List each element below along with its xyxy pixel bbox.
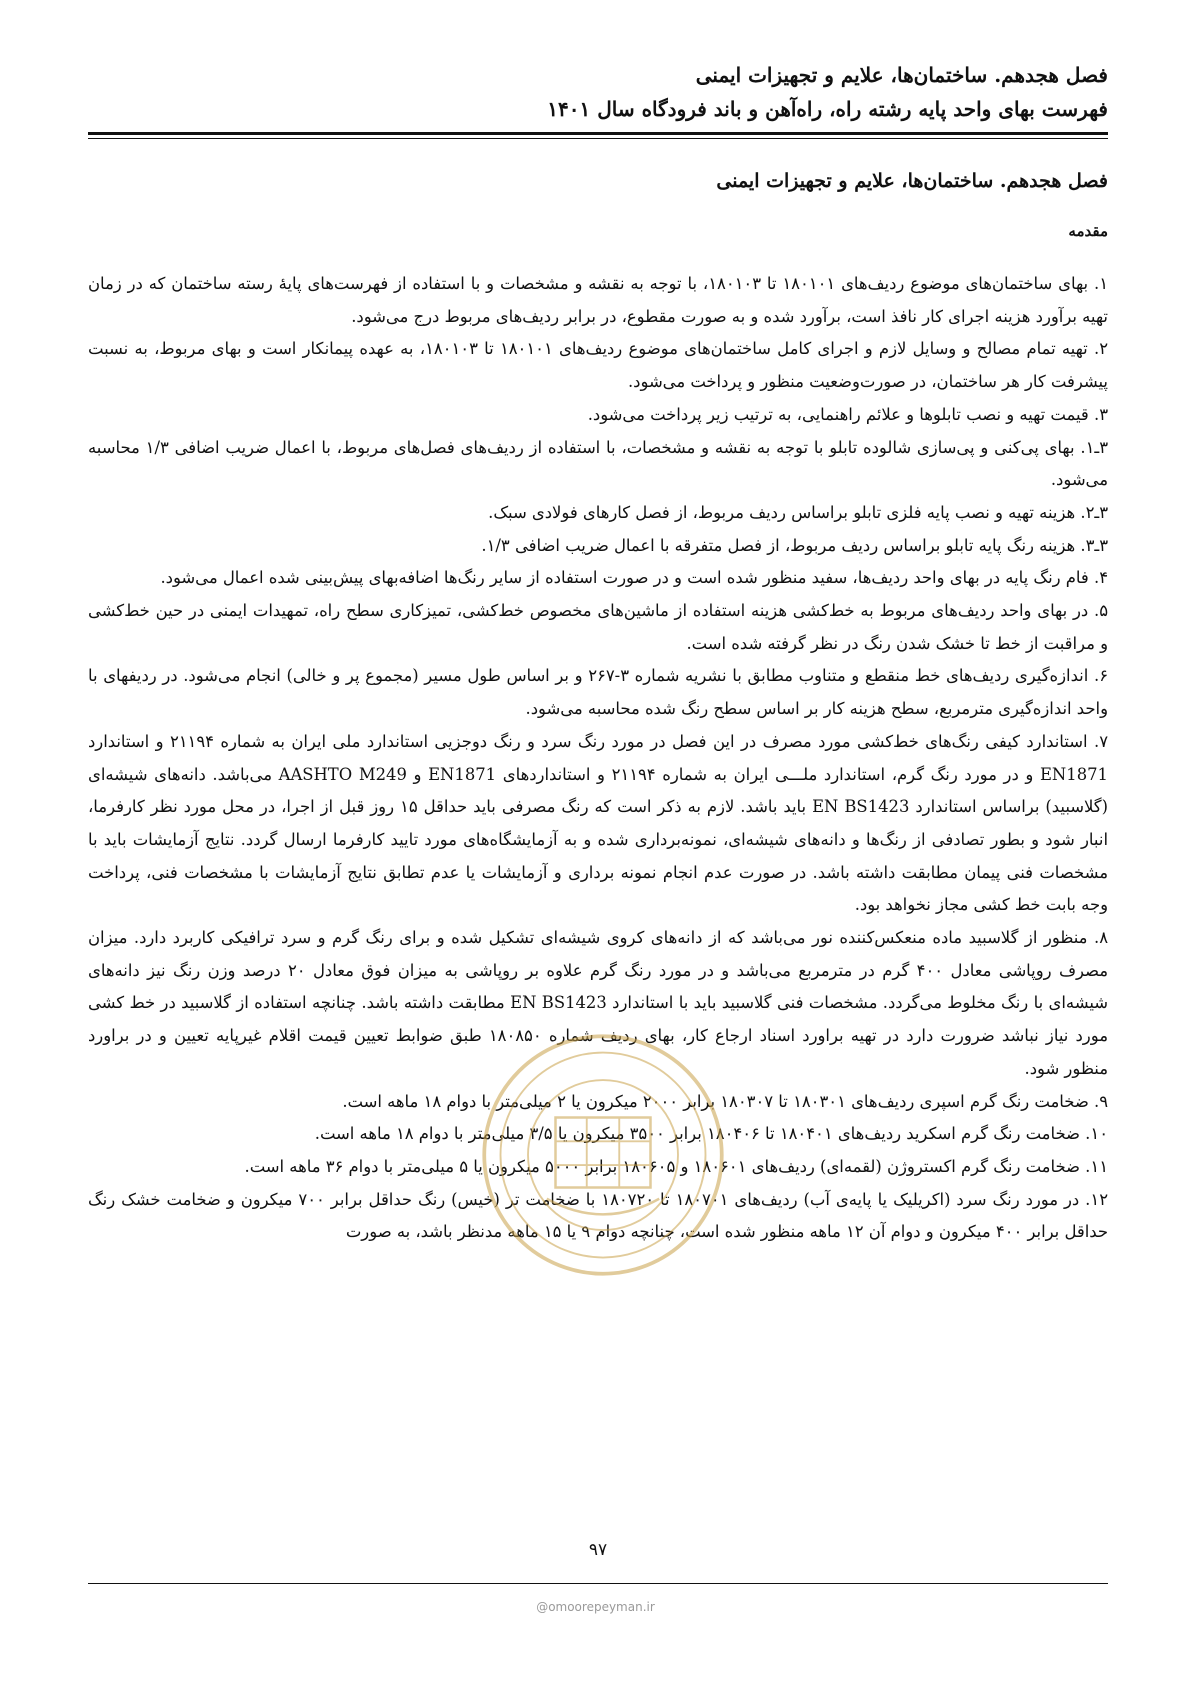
paragraph-2: ۲. تهیه تمام مصالح و وسایل لازم و اجرای کامل ساختمان‌های موضوع ردیف‌های ۱۸۰۱۰۱ تا ۱۸۰۱۰۳، به عهده پیمانکار است و بهای مربوط، به نسبت پیشرفت کار هر ساختمان، در صورت‌وضعیت منظور و پرداخت می‌شود. [88, 339, 1108, 392]
paragraph-7: ۷. استاندارد کیفی رنگ‌های خط‌کشی مورد مصرف در این فصل در مورد رنگ سرد و رنگ دوجزیی استاندارد ملی ایران به شماره ۲۱۱۹۴ و استاندارد EN1871 و در مورد رنگ گرم، استاندارد ملـــی ایران به شماره ۲۱۱۹۴ و استانداردهای EN1871 و AASHTO M249 می‌باشد. دانه‌های شیشه‌ای (گلاسبید) براساس استاندارد EN BS1423 باید باشد. لازم به ذکر است که رنگ مصرفی باید حداقل ۱۵ روز قبل از اجرا، در محل مورد نظر کارفرما، انبار شود و بطور تصادفی از رنگ‌ها و دانه‌های شیشه‌ای، نمونه‌برداری شده و به آزمایشگاه‌های مورد تایید کارفرما ارسال گردد. نتایج آزمایشات باید با مشخصات فنی پیمان مطابقت داشته باشد. در صورت عدم انجام نمونه برداری و آزمایشات یا عدم تطابق نتایج آزمایشات با مشخصات فنی، پرداخت وجه بابت خط کشی مجاز نخواهد بود. [88, 731, 1108, 915]
paragraph-6: ۶. اندازه‌گیری ردیف‌های خط منقطع و متناوب مطابق با نشریه شماره ۳-۲۶۷ و بر اساس طول مسیر (مجموع پر و خالی) انجام می‌شود. در ردیفهای با واحد اندازه‌گیری مترمربع، سطح هزینه کار بر اساس سطح رنگ شده محاسبه می‌شود. [88, 666, 1108, 719]
paragraph-3: ۳. قیمت تهیه و نصب تابلوها و علائم راهنمایی، به ترتیب زیر پرداخت می‌شود. [587, 404, 1108, 424]
paragraph-8: ۸. منظور از گلاسبید ماده منعکس‌کننده نور می‌باشد که از دانه‌های کروی شیشه‌ای تشکیل شده و برای رنگ گرم و سرد ترافیکی کاربرد دارد. میزان مصرف روپاشی معادل ۴۰۰ گرم در مترمربع می‌باشد و در مورد رنگ گرم علاوه بر روپاشی به میزان فوق معادل ۲۰ درصد وزن رنگ نیز دانه‌های شیشه‌ای با رنگ مخلوط می‌گردد. مشخصات فنی گلاسبید باید با استاندارد EN BS1423 مطابقت داشته باشد. چنانچه استفاده از گلاسبید در خط کشی مورد نیاز نباشد ضرورت دارد در تهیه براورد اسناد ارجاع کار، بهای ردیف شماره ۱۸۰۸۵۰ طبق ضوابط تعیین قیمت اقلام غیرپایه تعیین و در براورد منظور شود. [88, 928, 1109, 1078]
paragraph-4: ۴. فام رنگ پایه در بهای واحد ردیف‌ها، سفید منظور شده است و در صورت استفاده از سایر رنگ‌ها اضافه‌بهای پیش‌بینی شده اعمال می‌شود. [160, 568, 1108, 588]
document-page [88, 0, 1108, 1684]
paragraph-1: ۱. بهای ساختمان‌های موضوع ردیف‌های ۱۸۰۱۰۱ تا ۱۸۰۱۰۳، با توجه به نقشه و مشخصات و با استفاده از فهرست‌های پایهٔ رسته ساختمان که در زمان تهیه برآورد هزینه اجرای کار نافذ است، برآورد شده و به صورت مقطوع، در برابر ردیف‌های مربوط درج می‌شود. [88, 274, 1108, 326]
paragraph-3-3: ۳ـ۳. هزینه رنگ پایه تابلو براساس ردیف مربوط، از فصل متفرقه با اعمال ضریب اضافی ۱/۳. [481, 535, 1108, 555]
running-header-subtitle: فهرست بهای واحد پایه رشته راه، راه‌آهن و باند فرودگاه سال ۱۴۰۱ [547, 97, 1108, 121]
page-number: ۹۷ [588, 1540, 608, 1560]
paragraph-10: ۱۰. ضخامت رنگ گرم اسکرید ردیف‌های ۱۸۰۴۰۱ تا ۱۸۰۴۰۶ برابر ۳۵۰۰ میکرون یا ۳/۵ میلی‌متر با دوام ۱۸ ماهه است. [314, 1124, 1108, 1144]
chapter-title: فصل هجدهم. ساختمان‌ها، علایم و تجهیزات ایمنی [716, 170, 1108, 192]
header-rule-thin [88, 138, 1108, 139]
paragraph-9: ۹. ضخامت رنگ گرم اسپری ردیف‌های ۱۸۰۳۰۱ تا ۱۸۰۳۰۷ برابر ۲۰۰۰ میکرون یا ۲ میلی‌متر با دوام ۱۸ ماهه است. [342, 1091, 1108, 1111]
running-header [88, 58, 1108, 126]
paragraph-11: ۱۱. ضخامت رنگ گرم اکستروژن (لقمه‌ای) ردیف‌های ۱۸۰۶۰۱ و ۱۸۰۶۰۵ برابر ۵۰۰۰ میکرون یا ۵ میلی‌متر با دوام ۳۶ ماهه است. [244, 1156, 1108, 1176]
watermark-url: @omoorepeyman.ir [536, 1600, 655, 1614]
header-rule-thick [88, 132, 1108, 135]
watermark-seal-icon [478, 1030, 728, 1280]
running-header-title: فصل هجدهم. ساختمان‌ها، علایم و تجهیزات ایمنی [695, 63, 1108, 87]
paragraph-12: ۱۲. در مورد رنگ سرد (اکریلیک یا پایه‌ی آب) ردیف‌های ۱۸۰۷۰۱ تا ۱۸۰۷۲۰ با ضخامت تر (خیس) رنگ حداقل برابر ۷۰۰ میکرون و ضخامت خشک رنگ حداقل برابر ۴۰۰ میکرون و دوام آن ۱۲ ماهه منظور شده است، چنانچه دوام ۹ یا ۱۵ ماهه مدنظر باشد، به صورت [88, 1189, 1108, 1242]
intro-heading: مقدمه [1068, 222, 1108, 240]
paragraph-3-2: ۳ـ۲. هزینه تهیه و نصب پایه فلزی تابلو براساس ردیف مربوط، از فصل کارهای فولادی سبک. [488, 502, 1108, 522]
footer-rule [88, 1583, 1108, 1584]
paragraph-5: ۵. در بهای واحد ردیف‌های مربوط به خط‌کشی هزینه استفاده از ماشین‌های مخصوص خط‌کشی، تمیزکاری سطح راه، تمهیدات ایمنی در حین خط‌کشی و مراقبت از خط تا خشک شدن رنگ در نظر گرفته شده است. [88, 601, 1108, 653]
paragraph-3-1: ۳ـ۱. بهای پی‌کنی و پی‌سازی شالوده تابلو با توجه به نقشه و مشخصات، با استفاده از ردیف‌های فصل‌های مربوط، با اعمال ضریب اضافی ۱/۳ محاسبه می‌شود. [88, 437, 1108, 490]
